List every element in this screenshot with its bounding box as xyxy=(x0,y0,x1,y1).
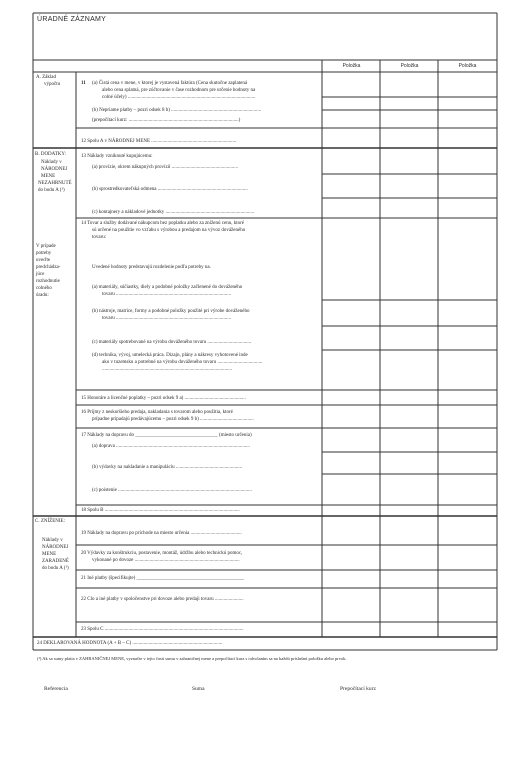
form-title: ÚRADNÉ ZÁZNAMY xyxy=(37,16,107,23)
row-11b-text: (b) Nepriame platby – pozri odsek 8 b) ........................................................................ xyxy=(92,108,262,113)
row-17a-text: (a) doprava ........................................................................................................... xyxy=(92,444,250,449)
row-22-text: 22 Clo a iné platby v spoločenstve pri dovoze alebo predaji tovaru ....................... xyxy=(81,597,244,602)
row-13c-text: (c) kontajnery a nákladové jednotky ....................................................................... xyxy=(92,210,255,215)
customs-value-form-sheet: ÚRADNÉ ZÁZNAMY Položka Položka Položka A. Základ výpočtu 11 (a) Čistá cena v mene, v ktorej je vystavená faktúra (Cena skutočne zaplatená alebo cena splatná, pre zúčtovanie v čase rozhodnom pre určenie hodnoty na colné účely) ...................................................................................................... (b) Nepriame platby – pozri odsek 8 b) ........................................................................ (prepočítací kurz: ........................................................................................) 12 Spolu A v NÁRODNEJ MENE .................................................................... B. DODATKY: Náklady v NÁRODNEJ MENE NEZAHRNUTÉ do bodu A (¹) V prípade potreby uveďte predchádza- júce rozhodnutie colného úradu: 13 Náklady vzniknuté kupujúcemu: (a) provízie, okrem nákupných provízií ..................................................... (b) sprostredkovateľská odmena ........................................................................ (c) kontajnery a nákladové jednotky ....................................................................... 14 Tovar a služby dodávané nákupcom bez poplatku alebo za zníženú cenu, ktoré sú určené na použitie vo vzťahu s výrobou a predajom na vývoz dováženého tovaru: Uvedené hodnoty predstavujú rozdelenie podľa potreby na. (a) materiály, súčiastky, diely a podobné položky začlenené do dováženého tovaru ............................................................................................ (b) nástroje, matrice, formy a podobné položky použité pri výrobe dováženého tovaru ............................................................................................ (c) materiály spotrebované na výrobu dováženého tovaru ................................... (d) technika, vývoj, umelecká práca. Dizajn, plány a nákresy vyhotovené inde ako v tuzemsku a potrebné na výrobu dováženého tovaru .................................... ........................................................................................................ 15 Honoráre a licenčné poplatky – pozri odsek 9 a) ................................................. 16 Príjmy z neskoršieho predaja, nakladania s tovarom alebo použitia, ktoré prípadne pripadajú predávajúcemu – pozri odsek 9 b) ........................................... 17 Náklady na dopravu do _________________________________ (miesto určenia) (a) doprava ........................................................................................................... (b) výdavky na nakladanie a manipuláciu ..................................................... (c) poistenie ........................................................................................................... 18 Spolu B ............................................................................................................ C. ZNÍŽENIE: Náklady v NÁRODNEJ MENE ZARADENÉ do bodu A (¹) 19 Náklady na dopravu po príchode na miesto určenia ......................................... 20 Výdavky za konštrukciu, postavenie, montáž, údržbu alebo technickú pomoc, vykonané po dovoze .................................................................................... 21 Iné platby (špecifikujte) ___________________________________________ 22 Clo a iné platby v spoločenstve pri dovoze alebo predaji tovaru ....................... 23 Spolu C ............................................................................................................... 24 DEKLAROVANÁ HODNOTA (A + B – C) ........................................................................ (¹) Ak sa sumy platia v ZAHRANIČNEJ MENE, vyznačte v tejto časti sumu v zahraničnej mene a prepočítací kurz s odvolaním sa na každú príslušnú položku alebo prvok. Referencia Suma Prepočítací kurz xyxy=(0,0,523,768)
row-17c-text: (c) poistenie ........................................................................................................... xyxy=(92,488,252,493)
row-13-heading: 13 Náklady vzniknuté kupujúcemu: xyxy=(81,154,153,159)
row-14c-text: (c) materiály spotrebované na výrobu dováženého tovaru ................................... xyxy=(92,340,252,345)
row-13a-text: (a) provízie, okrem nákupných provízií ..................................................... xyxy=(92,165,238,170)
column-header-item-2: Položka xyxy=(400,63,419,69)
row-24-declared-value: 24 DEKLAROVANÁ HODNOTA (A + B – C) ........................................................................ xyxy=(37,641,223,646)
row-17-heading: 17 Náklady na dopravu do _________________________________ (miesto určenia) xyxy=(81,433,252,438)
row-19-text: 19 Náklady na dopravu po príchode na miesto určenia ......................................... xyxy=(81,531,242,536)
row-11-number: 11 xyxy=(81,81,86,86)
footer-reference-label: Referencia xyxy=(44,686,68,692)
row-23-text: 23 Spolu C ............................................................................................................... xyxy=(81,627,244,632)
row-11-rate-text: (prepočítací kurz: ........................................................................................) xyxy=(92,118,241,123)
section-c-label: C. ZNÍŽENIE: xyxy=(35,519,65,524)
row-17b-text: (b) výdavky na nakladanie a manipuláciu ..................................................... xyxy=(92,465,243,470)
column-header-item-1: Položka xyxy=(342,63,361,69)
row-13b-text: (b) sprostredkovateľská odmena ........................................................................ xyxy=(92,187,248,192)
footer-amount-label: Suma xyxy=(192,686,205,692)
footer-rate-label: Prepočítací kurz xyxy=(340,686,376,692)
footnote: (¹) Ak sa sumy platia v ZAHRANIČNEJ MENE, vyznačte v tejto časti sumu v zahraničnej mene a prepočítací kurz s odvolaním sa na každú príslušnú položku alebo prvok. xyxy=(37,656,347,661)
row-12-text: 12 Spolu A v NÁRODNEJ MENE .................................................................... xyxy=(81,139,237,144)
row-14-note: Uvedené hodnoty predstavujú rozdelenie podľa potreby na. xyxy=(92,265,211,270)
row-18-text: 18 Spolu B ............................................................................................................ xyxy=(81,508,240,513)
row-15-text: 15 Honoráre a licenčné poplatky – pozri odsek 9 a) ................................................. xyxy=(81,396,246,401)
column-header-item-3: Položka xyxy=(458,63,477,69)
row-21-text: 21 Iné platby (špecifikujte) ___________________________________________ xyxy=(81,576,245,581)
